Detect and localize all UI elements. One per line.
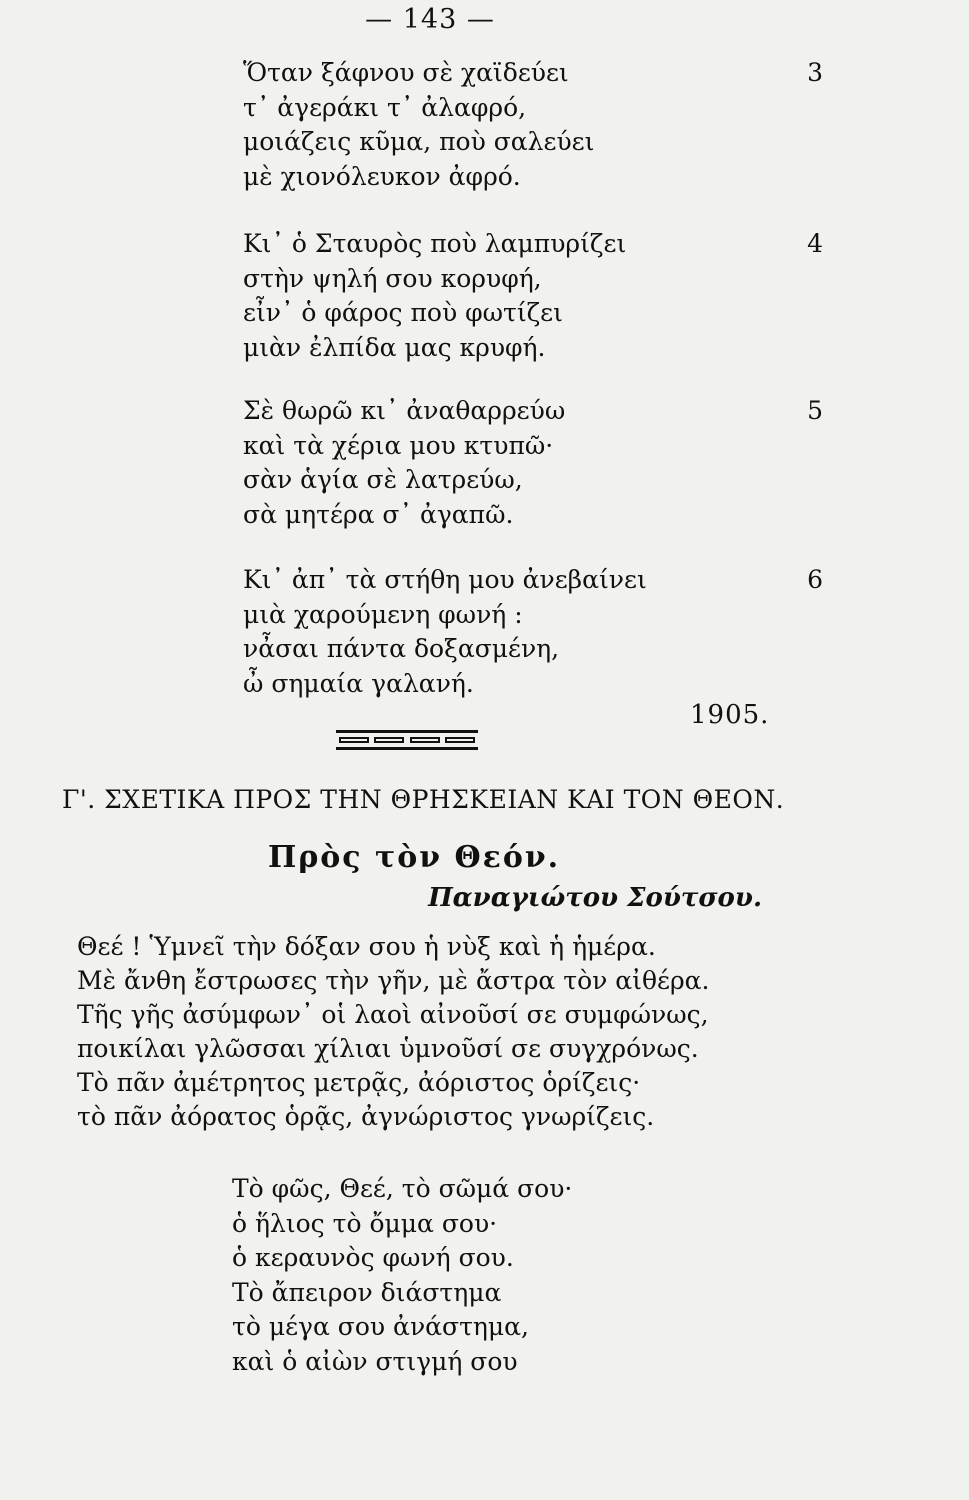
stanza — [243, 56, 823, 194]
stanza-number: 6 — [807, 565, 823, 594]
verse-line: σὰν ἁγία σὲ λατρεύω, — [243, 465, 523, 494]
stanza-number: 4 — [807, 229, 823, 258]
poem-year: 1905. — [690, 700, 770, 730]
poem-line: Τὸ φῶς, Θεέ, τὸ σῶμά σου· — [232, 1174, 573, 1203]
poem-line: Μὲ ἄνθη ἔστρωσες τὴν γῆν, μὲ ἄστρα τὸν αἰθέρα. — [77, 966, 710, 995]
stanza-number: 5 — [807, 396, 823, 425]
poem-line: Τὸ ἄπειρον διάστημα — [232, 1277, 502, 1307]
poem-line: Θεέ ! Ὑμνεῖ τὴν δόξαν σου ἡ νὺξ καὶ ἡ ἡμέρα. — [77, 932, 656, 961]
poem-line: Τὸ πᾶν ἀμέτρητος μετρᾷς, ἀόριστος ὁρίζεις· — [77, 1068, 641, 1097]
verse-line: μιὰν ἐλπίδα μας κρυφή. — [243, 332, 546, 362]
section-heading: Γ'. ΣΧΕΤΙΚΑ ΠΡΟΣ ΤΗΝ ΘΡΗΣΚΕΙΑΝ ΚΑΙ ΤΟΝ ΘΕΟΝ. — [62, 785, 785, 814]
verse-line: εἶν᾿ ὁ φάρος ποὺ φωτίζει — [243, 298, 563, 327]
poem-body — [77, 930, 777, 1134]
poem-line: τὸ μέγα σου ἀνάστημα, — [232, 1312, 529, 1341]
verse-line: μιὰ χαρούμενη φωνή : — [243, 599, 523, 629]
page-number: — 143 — — [365, 4, 495, 35]
verse-line: μὲ χιονόλευκον ἀφρό. — [243, 161, 521, 191]
stanza — [243, 227, 823, 365]
verse-line: μοιάζεις κῦμα, ποὺ σαλεύει — [243, 127, 595, 156]
poem-author: Παναγιώτου Σούτσου. — [428, 883, 762, 913]
poem-verse — [232, 1172, 732, 1379]
stanza — [243, 394, 823, 532]
verse-line: σὰ μητέρα σ᾿ ἀγαπῶ. — [243, 499, 514, 529]
verse-line: νἆσαι πάντα δοξασμένη, — [243, 634, 560, 663]
verse-line: τ᾿ ἀγεράκι τ᾿ ἀλαφρό, — [243, 92, 527, 122]
poem-line: ὁ κεραυνὸς φωνή σου. — [232, 1243, 514, 1272]
poem-line: ποικίλαι γλῶσσαι χίλιαι ὑμνοῦσί σε συγχρόνως. — [77, 1034, 699, 1063]
verse-line: στὴν ψηλή σου κορυφή, — [243, 263, 542, 293]
verse-line: Σὲ θωρῶ κι᾿ ἀναθαρρεύω — [243, 396, 566, 425]
poem-line: Τῆς γῆς ἀσύμφων᾿ οἱ λαοὶ αἰνοῦσί σε συμφώνως, — [77, 1000, 709, 1029]
verse-line: καὶ τὰ χέρια μου κτυπῶ· — [243, 430, 554, 460]
poem-line: τὸ πᾶν ἀόρατος ὁρᾷς, ἀγνώριστος γνωρίζεις. — [77, 1102, 655, 1131]
stanza-number: 3 — [807, 58, 823, 87]
poem-title: Πρὸς τὸν Θεόν. — [268, 840, 561, 875]
section-ornament — [336, 730, 478, 750]
stanza — [243, 563, 823, 701]
poem-line: καὶ ὁ αἰὼν στιγμή σου — [232, 1346, 518, 1376]
verse-line: Ὅταν ξάφνου σὲ χαϊδεύει — [243, 58, 569, 87]
poem-line: ὁ ἥλιος τὸ ὄμμα σου· — [232, 1208, 498, 1238]
verse-line: Κι᾿ ἀπ᾿ τὰ στήθη μου ἀνεβαίνει — [243, 565, 647, 594]
verse-line: Κι᾿ ὁ Σταυρὸς ποὺ λαμπυρίζει — [243, 229, 627, 258]
verse-line: ὦ σημαία γαλανή. — [243, 668, 474, 698]
